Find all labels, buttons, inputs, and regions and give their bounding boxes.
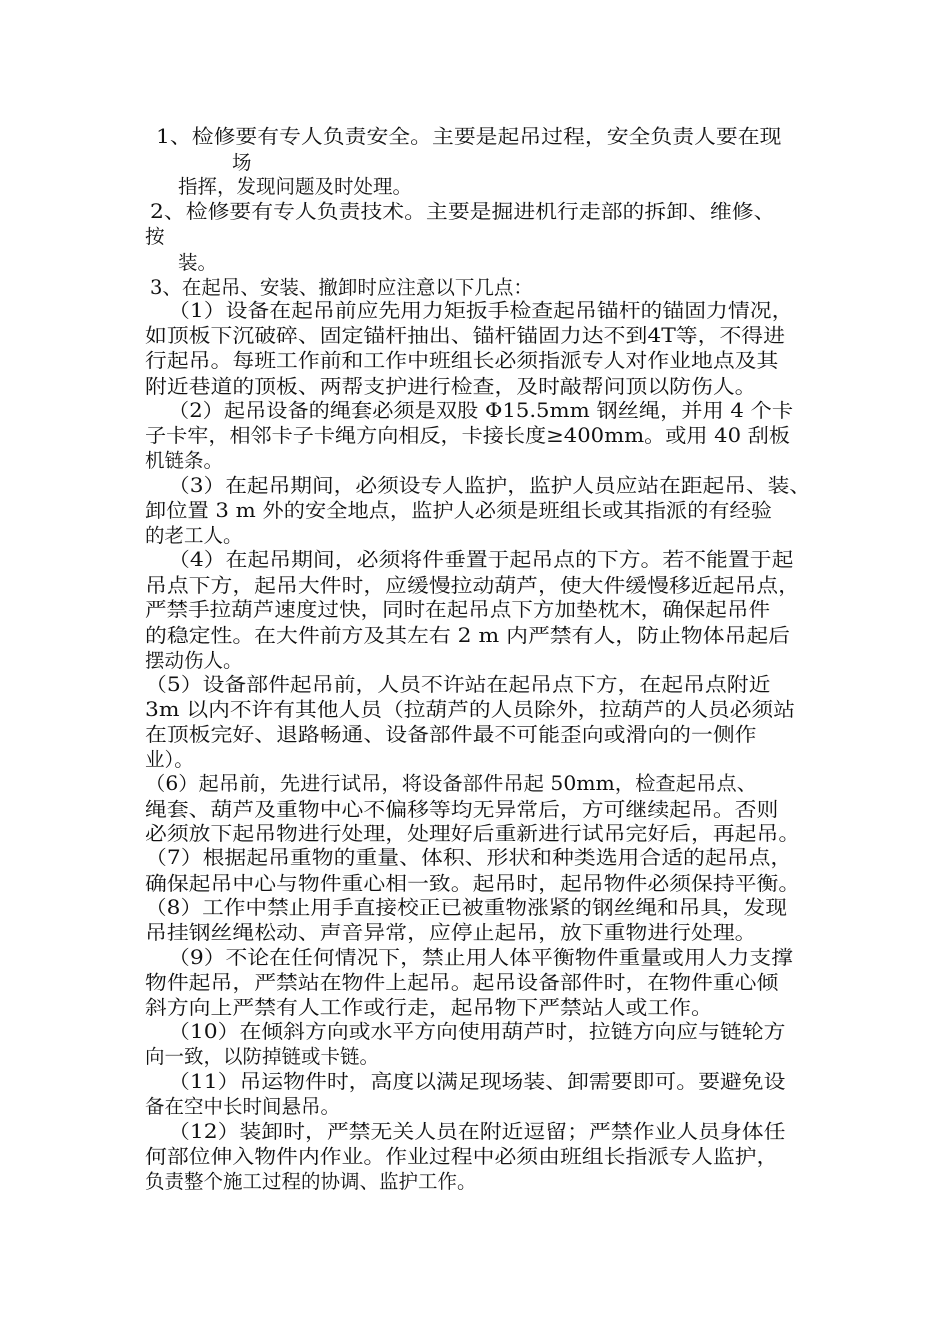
text-line: 的稳定性。在大件前方及其左右 2 m 内严禁有人，防止物体吊起后 bbox=[145, 624, 791, 647]
text-line: 物件起吊，严禁站在物件上起吊。起吊设备部件时，在物件重心倾 bbox=[145, 971, 779, 994]
text-line: 向一致，以防掉链或卡链。 bbox=[145, 1045, 380, 1068]
text-line: 的老工人。 bbox=[145, 524, 243, 547]
text-line: （4）在起吊期间，必须将件垂置于起吊点的下方。若不能置于起 bbox=[168, 548, 794, 571]
text-line: （9）不论在任何情况下，禁止用人体平衡物件重量或用人力支撑 bbox=[168, 946, 793, 969]
text-line: 装。 bbox=[178, 251, 218, 274]
text-line: 附近巷道的顶板、两帮支护进行检查，及时敲帮问顶以防伤人。 bbox=[145, 375, 757, 398]
text-line: 在顶板完好、退路畅通、设备部件最不可能歪向或滑向的一侧作 bbox=[145, 723, 757, 746]
text-line: 吊点下方，起吊大件时，应缓慢拉动葫芦，使大件缓慢移近起吊点， bbox=[145, 574, 800, 597]
text-line: （10）在倾斜方向或水平方向使用葫芦时，拉链方向应与链轮方 bbox=[168, 1020, 786, 1043]
text-line: 负责整个施工过程的协调、监护工作。 bbox=[145, 1170, 477, 1193]
text-line: （11）吊运物件时，高度以满足现场装、卸需要即可。要避免设 bbox=[168, 1070, 786, 1093]
text-line: 场 bbox=[232, 151, 252, 174]
text-line: 1、检修要有专人负责安全。主要是起吊过程，安全负责人要在现 bbox=[156, 125, 782, 148]
text-line: 如顶板下沉破碎、固定锚杆抽出、锚杆锚固力达不到4T等，不得进 bbox=[145, 324, 785, 347]
text-line: 吊挂钢丝绳松动、声音异常，应停止起吊，放下重物进行处理。 bbox=[145, 921, 757, 944]
text-line: （3）在起吊期间，必须设专人监护，监护人员应站在距起吊、装、 bbox=[168, 474, 811, 497]
text-line: 绳套、葫芦及重物中心不偏移等均无异常后，方可继续起吊。否则 bbox=[145, 798, 779, 821]
text-line: 备在空中长时间悬吊。 bbox=[145, 1095, 341, 1118]
text-line: （5）设备部件起吊前，人员不许站在起吊点下方，在起吊点附近 bbox=[145, 673, 771, 696]
text-line: 行起吊。每班工作前和工作中班组长必须指派专人对作业地点及其 bbox=[145, 349, 779, 372]
text-line: 3m 以内不许有其他人员（拉葫芦的人员除外，拉葫芦的人员必须站 bbox=[145, 698, 795, 721]
text-line: （1）设备在起吊前应先用力矩扳手检查起吊锚杆的锚固力情况， bbox=[168, 299, 794, 322]
text-line: 子卡牢，相邻卡子卡绳方向相反，卡接长度≥400mm。或用 40 刮板 bbox=[145, 424, 790, 447]
text-line: （8）工作中禁止用手直接校正已被重物涨紧的钢丝绳和吊具，发现 bbox=[145, 896, 788, 919]
text-line: 3、在起吊、安装、撤卸时应注意以下几点： bbox=[150, 276, 533, 299]
text-line: 指挥，发现问题及时处理。 bbox=[178, 175, 413, 198]
text-line: （2）起吊设备的绳套必须是双股 Φ15.5mm 钢丝绳，并用 4 个卡 bbox=[168, 399, 794, 422]
text-line: 卸位置 3 m 外的安全地点，监护人必须是班组长或其指派的有经验 bbox=[145, 499, 772, 522]
text-line: 严禁手拉葫芦速度过快，同时在起吊点下方加垫枕木，确保起吊件 bbox=[145, 598, 771, 621]
text-line: 2、检修要有专人负责技术。主要是掘进机行走部的拆卸、维修、 bbox=[150, 200, 776, 223]
text-line: 摆动伤人。 bbox=[145, 649, 243, 672]
text-line: （12）装卸时，严禁无关人员在附近逗留；严禁作业人员身体任 bbox=[168, 1120, 786, 1143]
text-line: 机链条。 bbox=[145, 449, 224, 472]
text-line: 按 bbox=[145, 225, 165, 248]
text-line: 确保起吊中心与物件重心相一致。起吊时，起吊物件必须保持平衡。 bbox=[145, 872, 801, 895]
text-line: 何部位伸入物件内作业。作业过程中必须由班组长指派专人监护， bbox=[145, 1145, 779, 1168]
text-line: （7）根据起吊重物的重量、体积、形状和种类选用合适的起吊点， bbox=[145, 846, 793, 869]
text-line: 斜方向上严禁有人工作或行走，起吊物下严禁站人或工作。 bbox=[145, 996, 713, 1019]
text-line: （6）起吊前，先进行试吊，将设备部件吊起 50mm，检查起吊点、 bbox=[145, 772, 758, 795]
text-line: 业）。 bbox=[145, 748, 194, 771]
text-line: 必须放下起吊物进行处理，处理好后重新进行试吊完好后，再起吊。 bbox=[145, 822, 801, 845]
